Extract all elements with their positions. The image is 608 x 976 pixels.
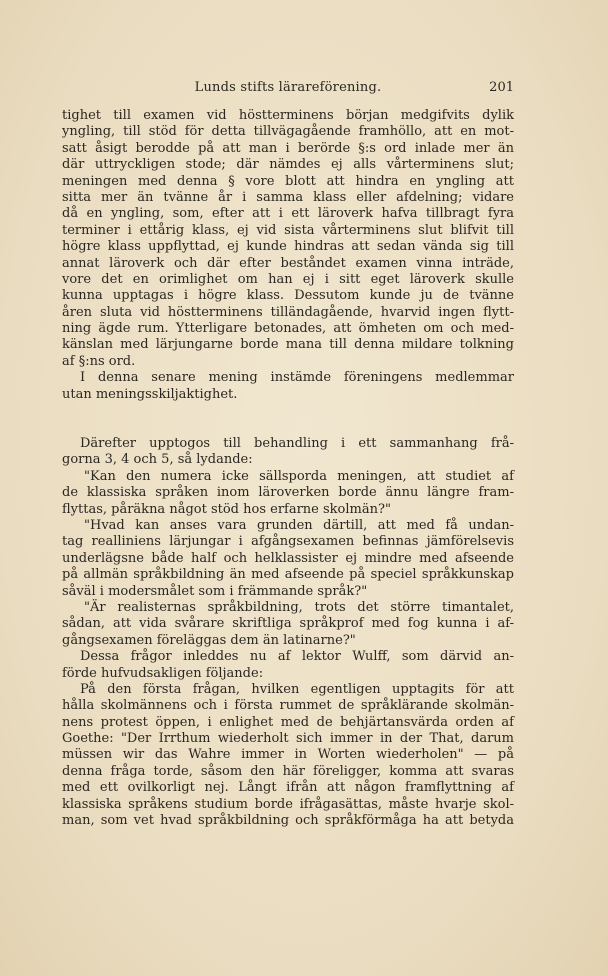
text-line: müssen wir das Wahre immer in Worten wiederholen" — på [62,747,514,763]
text-line: tag realliniens lärjungar i afgångsexamen befinnas jämförelsevis [62,534,514,550]
text-line: med ett ovilkorligt nej. Långt ifrån att någon framflyttning af [62,780,514,796]
page-number: 201 [489,80,514,95]
text-line: "Kan den numera icke sällsporda meningen, att studiet af [84,468,514,484]
text-line: åren sluta vid höstterminens tilländagående, hvarvid ingen flytt- [62,304,514,320]
paragraph [62,518,514,600]
paragraph [62,108,514,370]
text-line: högre klass uppflyttad, ej kunde hindras att sedan vända sig till [62,239,514,255]
text-line: "Hvad kan anses vara grunden därtill, att med få undan- [84,517,514,533]
text-line: man, som vet hvad språkbildning och språkförmåga ha att betyda [62,813,514,829]
text-line: förde hufvudsakligen följande: [62,665,264,681]
text-line: ning ägde rum. Ytterligare betonades, att ömheten om och med- [62,321,514,337]
paragraph [62,370,514,403]
text-line: klassiska språkens studium borde ifrågasättas, måste hvarje skol- [62,796,514,812]
text-line: annat läroverk och där efter beståndet examen vinna inträde, [62,255,514,271]
text-line: där uttryckligen stode; där nämdes ej alls vårterminens slut; [62,157,514,173]
text-line: sådan, att vida svårare skriftliga språkprof med fog kunna i af- [62,616,514,632]
text-line: sitta mer än tvänne år i samma klass eller afdelning; vidare [62,189,514,205]
text-line: hålla skolmännens och i första rummet de språklärande skolmän- [62,698,514,714]
text-line: af §:ns ord. [62,353,136,369]
page-header [62,80,514,100]
text-line: kunna upptagas i högre klass. Dessutom kunde ju de tvänne [62,288,514,304]
paragraph [62,600,514,649]
running-title: Lunds stifts lärareförening. [194,80,382,95]
paragraph [62,436,514,518]
text-line: gorna 3, 4 och 5, så lydande: [62,452,253,468]
text-line: känslan med lärjungarne borde mana till denna mildare tolkning [62,337,514,353]
text-line: på allmän språkbildning än med afseende på speciel språkkunskap [62,567,514,583]
text-line: satt åsigt berodde på att man i berörde §:s ord inlade mer än [62,140,514,156]
text-line: flyttas, påräkna något stöd hos erfarne skolmän?" [62,501,391,517]
paragraph [62,649,514,682]
text-line: I denna senare mening instämde föreningens medlemmar [80,370,514,386]
paragraph [62,682,514,830]
text-line: terminer i ettårig klass, ej vid sista vårterminens slut blifvit till [62,222,514,238]
text-line: På den första frågan, hvilken egentligen upptagits för att [80,681,514,697]
text-line: vore det en orimlighet om han ej i sitt eget läroverk skulle [62,271,514,287]
text-line: Dessa frågor inleddes nu af lektor Wulff, som därvid an- [80,649,514,665]
text-line: de klassiska språken inom läroverken borde ännu längre fram- [62,485,514,501]
text-line: denna fråga torde, såsom den här föreligger, komma att svaras [62,763,514,779]
text-line: Goethe: "Der Irrthum wiederholt sich immer in der That, darum [62,731,514,747]
text-line: nens protest öppen, i enlighet med de behjärtansvärda orden af [62,714,514,730]
text-line: utan meningsskiljaktighet. [62,386,238,402]
text-line: såväl i modersmålet som i främmande språk?" [62,583,368,599]
text-line: tighet till examen vid höstterminens början medgifvits dylik [62,108,514,123]
text-line: gångsexamen föreläggas dem än latinarne?" [62,632,356,648]
text-line: "Är realisternas språkbildning, trots det större timantalet, [84,599,514,615]
body-text [62,108,514,829]
text-line: Därefter upptogos till behandling i ett sammanhang frå- [80,436,514,452]
section-gap [62,403,514,436]
text-line: då en yngling, som, efter att i ett läroverk hafva tillbragt fyra [62,206,514,222]
text-line: underlägsne både half och helklassister ej mindre med afseende [62,550,514,566]
text-line: meningen med denna § vore blott att hindra en yngling att [62,173,514,189]
text-line: yngling, till stöd för detta tillvägagående framhöllo, att en mot- [62,124,514,140]
